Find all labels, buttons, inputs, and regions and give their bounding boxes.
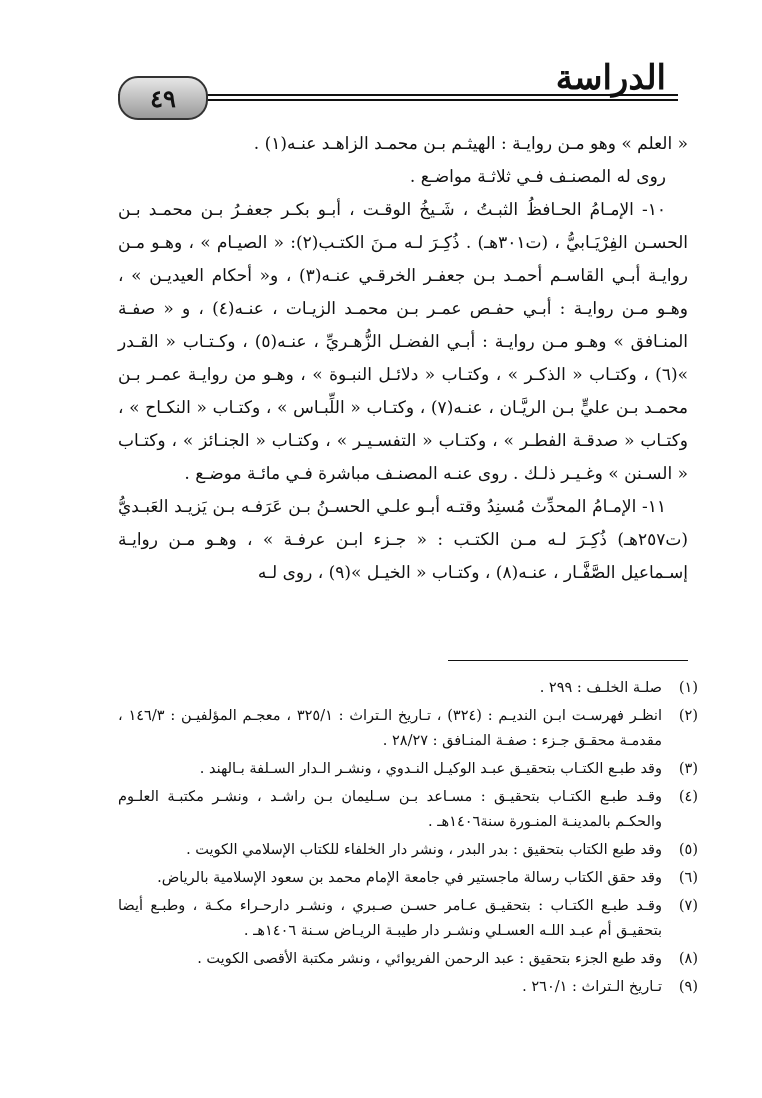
footnote-number: (٥): [678, 842, 698, 858]
page-number-badge: [118, 76, 208, 120]
paragraph: « العلم » وهو مـن روايـة : الهيثـم بـن محمـد الزاهـد عنـه(١) .: [253, 134, 688, 154]
main-text: [118, 128, 688, 590]
footnote-text: وقـد طبـع الكتـاب بتحقيـق : مسـاعد بـن سـليمان بـن راشـد ، ونشـر مكتبـة العلـوم والحكـم بالمدينـة المنـورة سنة١٤٠٦هـ .: [118, 789, 662, 830]
footnote-number: (٧): [678, 898, 698, 914]
paragraph: روى له المصنـف فـي ثلاثـة مواضـع .: [409, 167, 666, 187]
footnote: [118, 947, 698, 972]
running-title: الدراسة: [555, 58, 666, 98]
footnote: [118, 894, 698, 944]
footnote-text: وقد طبع الجزء بتحقيق : عبد الرحمن الفريوائي ، ونشر مكتبة الأقصى الكويت .: [197, 951, 662, 967]
footnote-number: (٩): [678, 979, 698, 995]
header-rule-secondary: [178, 99, 678, 101]
footnote-separator: [448, 660, 688, 661]
footnote: [118, 785, 698, 835]
footnote-text: وقد طبـع الكتـاب بتحقيـق عبـد الوكيـل النـدوي ، ونشـر الـدار السـلفة بـالهند .: [199, 761, 662, 777]
footnote-number: (٢): [678, 708, 698, 724]
footnote-number: (٦): [678, 870, 698, 886]
footnote-text: وقد طبع الكتاب بتحقيق : بدر البدر ، ونشر دار الخلفاء للكتاب الإسلامي الكويت .: [186, 842, 662, 858]
paragraph: ١٠- الإمـامُ الحـافظُ الثبـتُ ، شَـيخُ الوقـت ، أبـو بكـر جعفـرُ بـن محمـد بـن الحسـن الفِرْيَـابيُّ ، (ت٣٠١هـ) . ذُكِـرَ لـه مـنَ الكتـب(٢): « الصيـام » ، وهـو مـن روايـة أبـي القاسـم أحمـد بـن جعفـر الخرقـي عنـه(٣) ، و« أحكام العيديـن » ، وهـو مـن روايـة : أبـي حفـص عمـر بـن محمـد الزيـات ، عنـه(٤) ، و « صفـة المنـافق » وهـو مـن روايـة : أبـي الفضـل الزُّهـريِّ ، عنـه(٥) ، وكـتـاب « القـدر »(٦) ، وكتـاب « الذكـر » ، وكتـاب « دلائـل النبـوة » ، وهـو من روايـة عمـر بـن محمـد بـن عليٍّ بـن الريَّـان ، عنـه(٧) ، وكتـاب « اللِّبـاس » ، وكتـاب « النكـاح » ، وكتـاب « صدقـة الفطـر » ، وكتـاب « التفسـيـر » ، وكتـاب « الجنـائز » ، وكتـاب « السـنن » وغـيـر ذلـك . روى عنـه المصنـف مباشرة فـي مائـة موضـع .: [118, 200, 688, 484]
page-header: [118, 58, 678, 120]
footnote: [118, 757, 698, 782]
footnote-number: (١): [678, 680, 698, 696]
footnote-text: انظـر فهرسـت ابـن النديـم : (٣٢٤) ، تـاريخ الـتراث : ٣٢٥/١ ، معجـم المؤلفيـن : ١٤٦/٣ ، مقدمـة محقـق جـزء : صفـة المنـافق : ٢٨/٢٧ .: [118, 708, 662, 749]
footnote-number: (٨): [678, 951, 698, 967]
footnote: [118, 838, 698, 863]
footnote-text: وقد حقق الكتاب رسالة ماجستير في جامعة الإمام محمد بن سعود الإسلامية بالرياض.: [157, 870, 662, 886]
page-number: ٤٩: [150, 83, 176, 113]
footnote-text: تـاريخ الـتراث : ٢٦٠/١ .: [522, 979, 662, 995]
footnote: [118, 704, 698, 754]
paragraph: ١١- الإمـامُ المحدِّث مُسنِدُ وقتـه أبـو علـي الحسـنُ بـن عَرَفـه بـن يَزيـد العَبـديُّ (ت٢٥٧هـ) ذُكِـرَ لـه مـن الكتـب : « جـزء ابـن عرفـة » ، وهـو مـن روايـة إسـماعيل الصَّفَّـار ، عنـه(٨) ، وكتـاب « الخيـل »(٩) ، روى لـه: [118, 497, 688, 583]
footnote-number: (٣): [678, 761, 698, 777]
footnote: [118, 975, 698, 1000]
footnote: [118, 676, 698, 701]
footnotes: [118, 676, 698, 1003]
footnote-number: (٤): [678, 789, 698, 805]
footnote-text: وقـد طبـع الكتـاب : بتحقيـق عـامر حسـن صـبري ، ونشـر دارحـراء مكـة ، وطبـع أيضا بتحقيـق أم عبـد اللـه العسـلي ونشـر دار طيبـة الريـاض سـنة ١٤٠٦هـ .: [118, 898, 662, 939]
footnote-text: صلـة الخلـف : ٢٩٩ .: [539, 680, 662, 696]
footnote: [118, 866, 698, 891]
